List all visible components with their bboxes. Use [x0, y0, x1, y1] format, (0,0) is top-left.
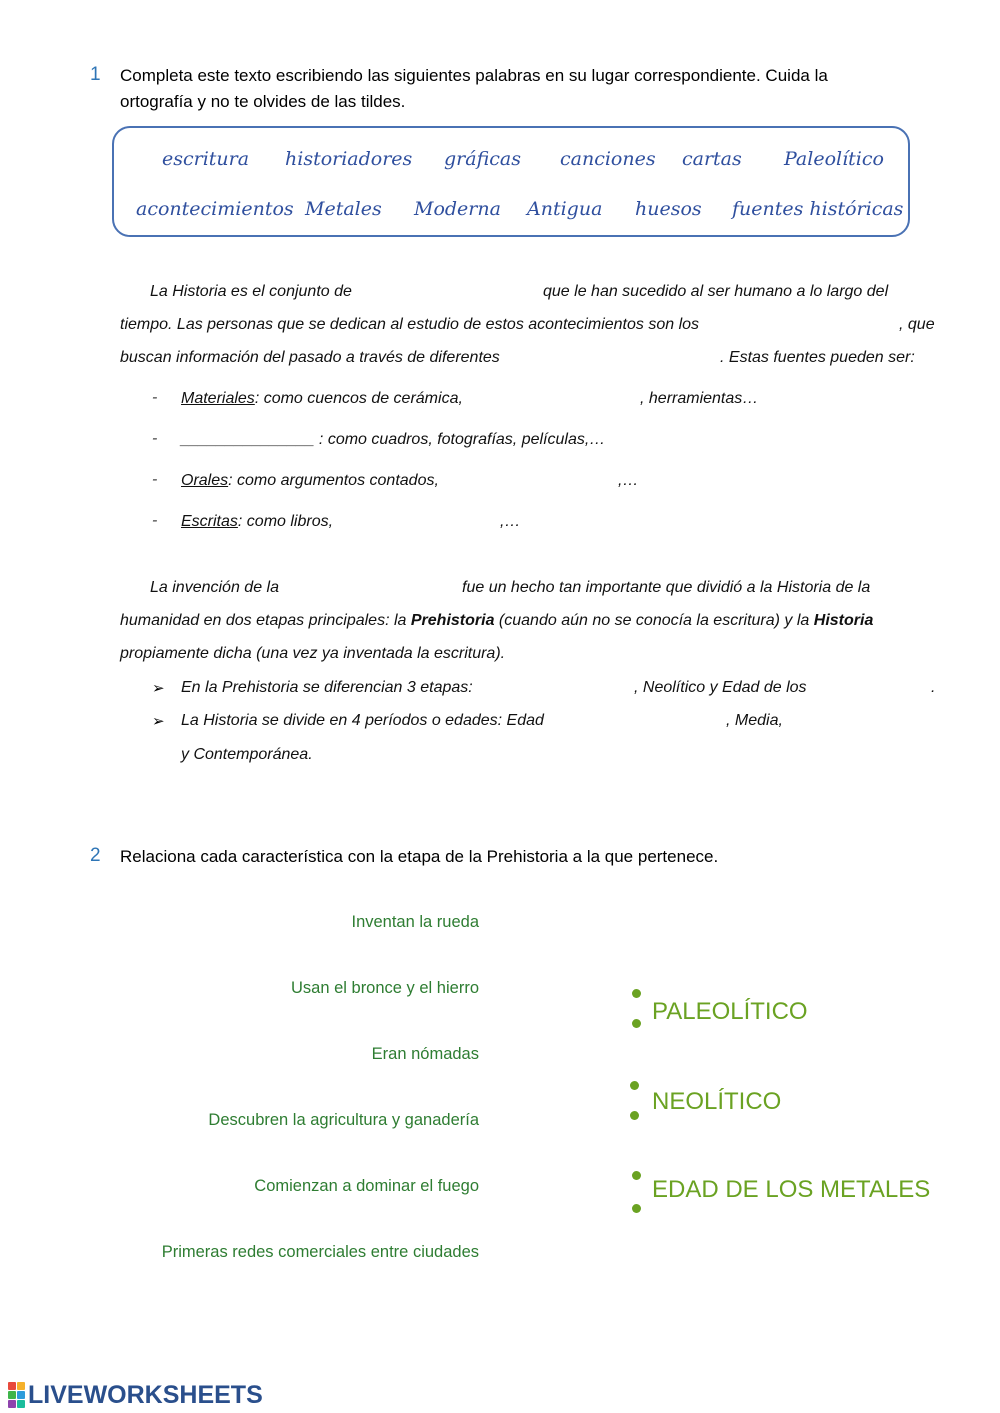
list-dash: -: [152, 471, 158, 488]
para2-line1-end: fue un hecho tan importante que dividió a la Historia de la: [462, 579, 871, 596]
para2-line3: propiamente dicha (una vez ya inventada la escritura).: [120, 645, 506, 662]
escritas-end: ,…: [500, 513, 521, 530]
escritas-text: : como libros,: [237, 513, 334, 530]
blank-historiadores[interactable]: [745, 315, 895, 337]
arrow-bullet-icon: ➢: [152, 680, 165, 697]
word-bank-item[interactable]: Moderna: [414, 198, 501, 220]
bullet1-start: En la Prehistoria se diferencian 3 etapas:: [181, 679, 473, 696]
blank-metales[interactable]: [828, 678, 928, 700]
blank-antigua[interactable]: [582, 711, 722, 733]
connector-dot[interactable]: [632, 1171, 641, 1180]
blank-escritura[interactable]: [300, 578, 458, 600]
connector-dot[interactable]: [632, 1204, 641, 1213]
question-number-2: 2: [90, 845, 101, 866]
instruction-line-1: Completa este texto escribiendo las siguientes palabras en su lugar correspondiente. Cuida la: [120, 66, 828, 85]
liveworksheets-logo: [8, 1381, 263, 1409]
source-orales: [181, 472, 439, 490]
para1-line3-start: buscan información del pasado a través de diferentes: [120, 349, 500, 366]
graficas-text: : como cuadros, fotografías, películas,…: [314, 431, 606, 448]
materiales-end: , herramientas…: [640, 390, 759, 407]
bullet2-start: La Historia se divide en 4 períodos o edades: Edad: [181, 712, 544, 729]
connector-dot[interactable]: [630, 1081, 639, 1090]
word-bank-item[interactable]: canciones: [560, 148, 656, 170]
bullet1-mid: , Neolítico y Edad de los: [634, 679, 807, 696]
word-bank-item[interactable]: fuentes históricas: [732, 198, 904, 220]
connector-dot[interactable]: [632, 1019, 641, 1028]
para1-line3-end: . Estas fuentes pueden ser:: [720, 349, 915, 366]
materiales-label: Materiales: [181, 390, 255, 407]
source-escritas: [181, 513, 333, 531]
feature-item[interactable]: Comienzan a dominar el fuego: [254, 1177, 479, 1195]
para2-line2-b: (cuando aún no se conocía la escritura) y la: [498, 612, 810, 629]
blank-moderna[interactable]: [798, 711, 933, 733]
word-bank-item[interactable]: Antigua: [527, 198, 603, 220]
word-bank-item[interactable]: acontecimientos: [136, 198, 294, 220]
instruction-line-2: ortografía y no te olvides de las tildes.: [120, 92, 406, 111]
word-bank-item[interactable]: escritura: [162, 148, 250, 170]
question-2-instruction: Relaciona cada característica con la etapa de la Prehistoria a la que pertenece.: [120, 847, 719, 866]
connector-dot[interactable]: [630, 1111, 639, 1120]
list-dash: -: [152, 430, 158, 447]
list-dash: -: [152, 512, 158, 529]
stage-edad-metales[interactable]: EDAD DE LOS METALES: [652, 1176, 931, 1203]
feature-item[interactable]: Inventan la rueda: [351, 913, 479, 931]
escritas-label: Escritas: [181, 513, 238, 530]
blank-acontecimientos[interactable]: [380, 282, 538, 304]
orales-label: Orales: [181, 472, 229, 489]
blank-paleolitico[interactable]: [500, 678, 630, 700]
bullet2-mid: , Media,: [726, 712, 783, 729]
orales-text: : como argumentos contados,: [228, 472, 439, 489]
bullet1-end: .: [931, 679, 936, 696]
stage-paleolitico[interactable]: PALEOLÍTICO: [652, 998, 808, 1025]
word-bank-item[interactable]: Paleolítico: [784, 148, 884, 170]
orales-end: ,…: [618, 472, 639, 489]
word-bank-item[interactable]: cartas: [682, 148, 742, 170]
logo-text: LIVEWORKSHEETS: [28, 1380, 263, 1409]
bullet2-end: y Contemporánea.: [181, 746, 313, 763]
para1-line1-end: que le han sucedido al ser humano a lo largo del: [543, 283, 889, 300]
feature-item[interactable]: Usan el bronce y el hierro: [290, 979, 479, 997]
question-1-instruction: [120, 63, 920, 115]
word-bank-item[interactable]: huesos: [635, 198, 702, 220]
question-number-1: 1: [90, 64, 101, 85]
blank-canciones[interactable]: [466, 471, 614, 493]
logo-cubes-icon: [8, 1382, 25, 1408]
word-bank-box: [112, 126, 910, 237]
feature-item[interactable]: Eran nómadas: [371, 1045, 479, 1063]
arrow-bullet-icon: ➢: [152, 713, 165, 730]
para1-line1-start: La Historia es el conjunto de: [150, 283, 352, 300]
para2-line1-start: La invención de la: [150, 579, 279, 596]
list-dash: -: [152, 389, 158, 406]
word-bank-item[interactable]: Metales: [305, 198, 382, 220]
blank-fuentes[interactable]: [540, 348, 715, 370]
blank-cartas[interactable]: [348, 512, 496, 534]
source-materiales: [181, 390, 463, 408]
feature-item[interactable]: Descubren la agricultura y ganadería: [208, 1111, 479, 1129]
word-bank-item[interactable]: historiadores: [285, 148, 413, 170]
para1-line2-end: , que: [899, 316, 935, 333]
blank-huesos[interactable]: [488, 389, 636, 411]
source-graficas: [181, 431, 605, 449]
feature-item[interactable]: Primeras redes comerciales entre ciudades: [161, 1243, 479, 1261]
materiales-text: : como cuencos de cerámica,: [254, 390, 463, 407]
prehistoria-bold: Prehistoria: [410, 612, 495, 629]
historia-bold: Historia: [813, 612, 874, 629]
para2-line2-a: humanidad en dos etapas principales: la: [120, 612, 407, 629]
connector-dot[interactable]: [632, 989, 641, 998]
word-bank-item[interactable]: gráficas: [444, 148, 521, 170]
para2-line2: [120, 612, 873, 630]
stage-neolitico[interactable]: NEOLÍTICO: [652, 1088, 782, 1115]
para1-line2-start: tiempo. Las personas que se dedican al estudio de estos acontecimientos son los: [120, 316, 700, 333]
blank-graficas[interactable]: _______________: [181, 431, 315, 448]
